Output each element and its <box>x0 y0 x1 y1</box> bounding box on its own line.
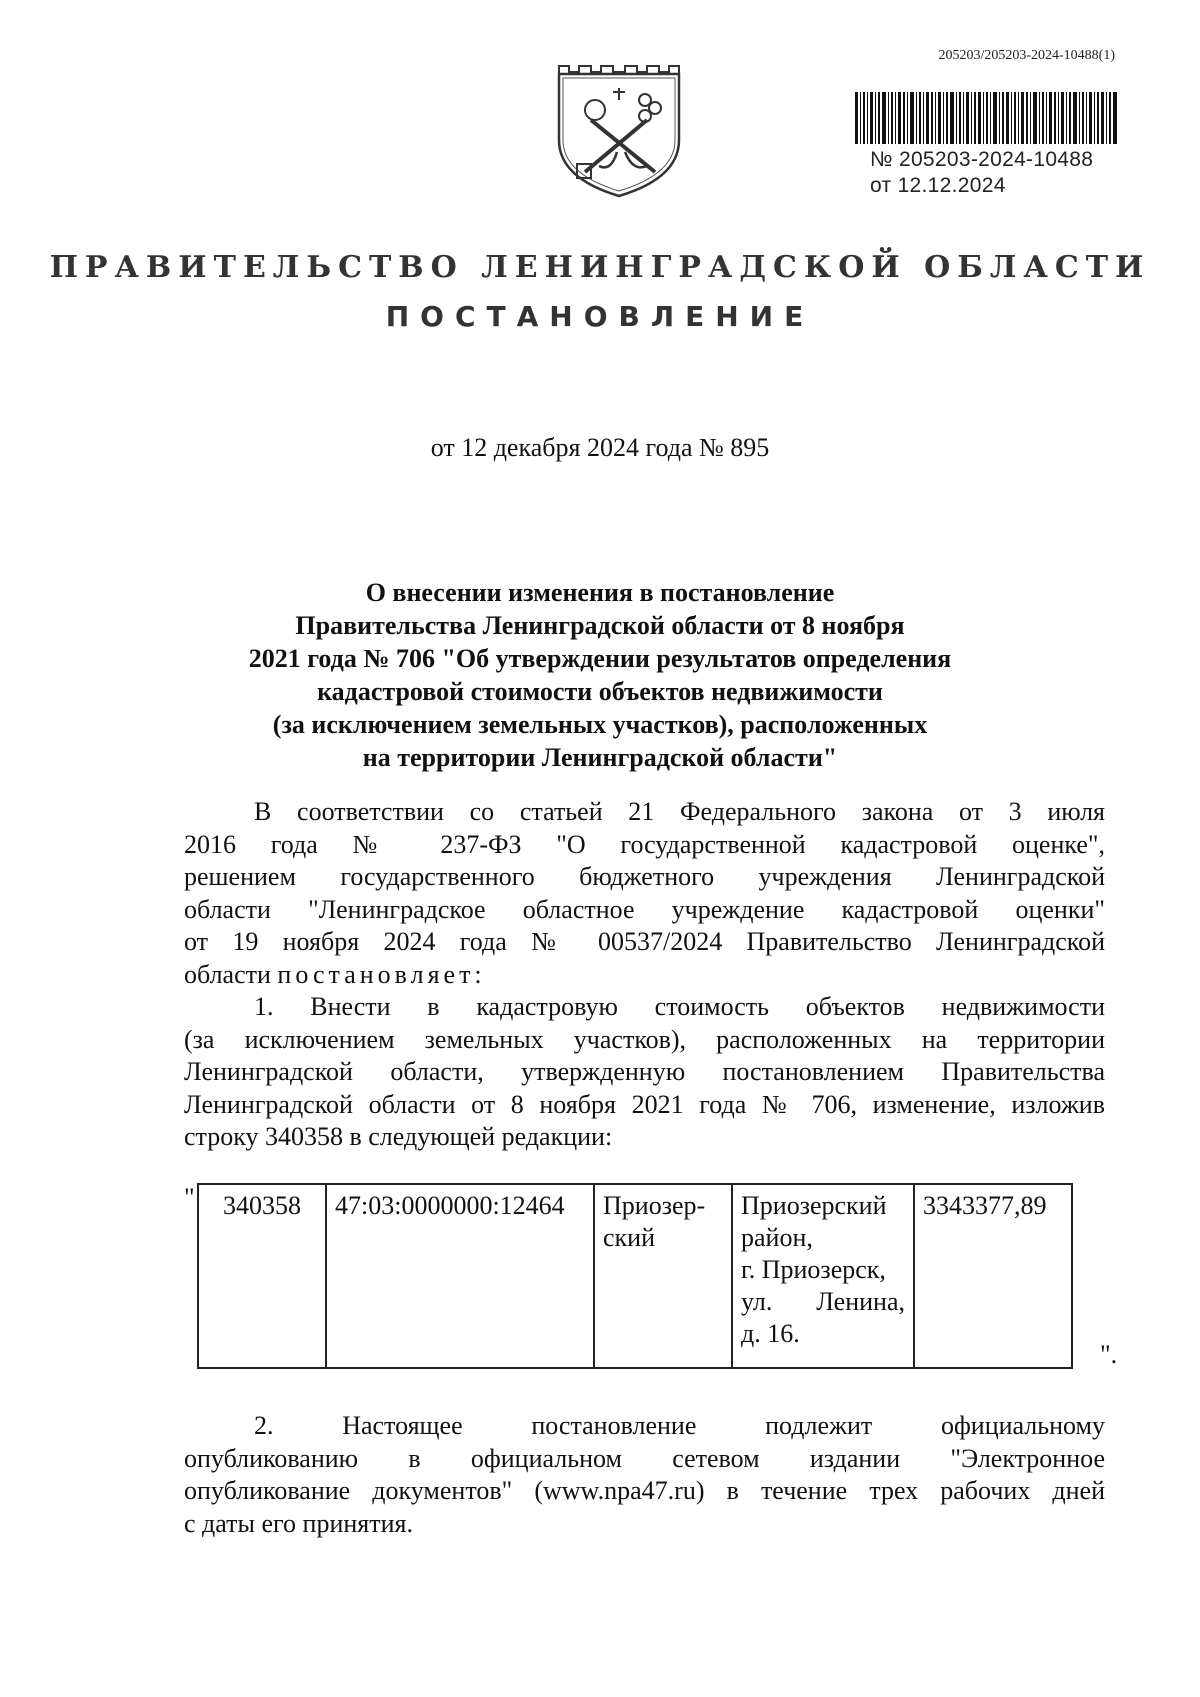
address-line: д. 16. <box>741 1319 800 1348</box>
subject-line: (за исключением земельных участков), расположенных <box>272 710 928 739</box>
paragraph-line: 2016 года № 237-ФЗ "О государственной кадастровой оценке", <box>184 829 1105 859</box>
coat-of-arms-icon <box>555 60 683 200</box>
paragraph-line: В соответствии со статьей 21 Федерального закона от 3 июля <box>254 797 1105 826</box>
registration-code: 205203/205203-2024-10488(1) <box>938 48 1115 63</box>
document-date-number: от 12 декабря 2024 года № 895 <box>430 433 770 462</box>
paragraph-text: области <box>184 959 278 989</box>
registration-date: от 12.12.2024 <box>870 174 1006 197</box>
cadastral-value-cell: 3343377,89 <box>914 1184 1072 1368</box>
paragraph-line: с даты его принятия. <box>184 1508 413 1538</box>
item-2-paragraph <box>184 1410 1105 1540</box>
subject-line: Правительства Ленинградской области от 8 ноября <box>295 611 905 640</box>
subject-line: на территории Ленинградской области" <box>362 743 838 772</box>
address-line: Приозерский <box>741 1191 887 1220</box>
paragraph-line: опубликованию в официальном сетевом издании "Электронное <box>184 1443 1105 1473</box>
paragraph-line: 2. Настоящее постановление подлежит официальному <box>254 1411 1105 1440</box>
cadastral-number-cell: 47:03:0000000:12464 <box>326 1184 594 1368</box>
paragraph-line: от 19 ноября 2024 года № 00537/2024 Правительство Ленинградской <box>184 927 1105 956</box>
item-1-paragraph <box>184 991 1105 1154</box>
district-line: ский <box>603 1223 655 1252</box>
subject-line: 2021 года № 706 "Об утверждении результатов определения <box>248 644 952 673</box>
paragraph-line <box>184 959 1105 992</box>
paragraph-line: опубликование документов" (www.npa47.ru) в течение трех рабочих дней <box>184 1476 1105 1505</box>
district-cell <box>594 1184 732 1368</box>
document-type: ПОСТАНОВЛЕНИЕ <box>385 300 815 333</box>
paragraph-line: области "Ленинградское областное учреждение кадастровой оценки" <box>184 894 1105 924</box>
address-line: ул. Ленина, <box>741 1287 905 1316</box>
barcode-icon <box>855 92 1117 144</box>
paragraph-line: строку 340358 в следующей редакции: <box>184 1122 613 1151</box>
paragraph-line: решением государственного бюджетного учреждения Ленинградской <box>184 862 1105 891</box>
line-number-cell: 340358 <box>198 1184 326 1368</box>
table-row <box>198 1184 1072 1368</box>
paragraph-line: 1. Внести в кадастровую стоимость объектов недвижимости <box>254 992 1105 1021</box>
address-cell <box>732 1184 914 1368</box>
table-close-quote: ". <box>1100 1340 1118 1369</box>
cadastral-value-table <box>197 1183 1073 1369</box>
paragraph-line: Ленинградской области, утвержденную постановлением Правительства <box>184 1057 1105 1086</box>
address-line: район, <box>741 1223 813 1252</box>
government-title: ПРАВИТЕЛЬСТВО ЛЕНИНГРАДСКОЙ ОБЛАСТИ <box>49 250 1151 285</box>
document-subject <box>170 576 1030 774</box>
address-line: г. Приозерск, <box>741 1255 886 1284</box>
district-line: Приозер- <box>603 1191 706 1220</box>
resolves-word: постановляет: <box>277 959 486 989</box>
registration-number: № 205203-2024-10488 <box>870 148 1094 171</box>
table-open-quote: " <box>184 1183 195 1212</box>
paragraph-line: Ленинградской области от 8 ноября 2021 года № 706, изменение, изложив <box>184 1089 1105 1119</box>
preamble-paragraph <box>184 796 1105 991</box>
subject-line: кадастровой стоимости объектов недвижимости <box>317 677 883 706</box>
subject-line: О внесении изменения в постановление <box>365 578 835 607</box>
paragraph-line: (за исключением земельных участков), расположенных на территории <box>184 1024 1105 1054</box>
